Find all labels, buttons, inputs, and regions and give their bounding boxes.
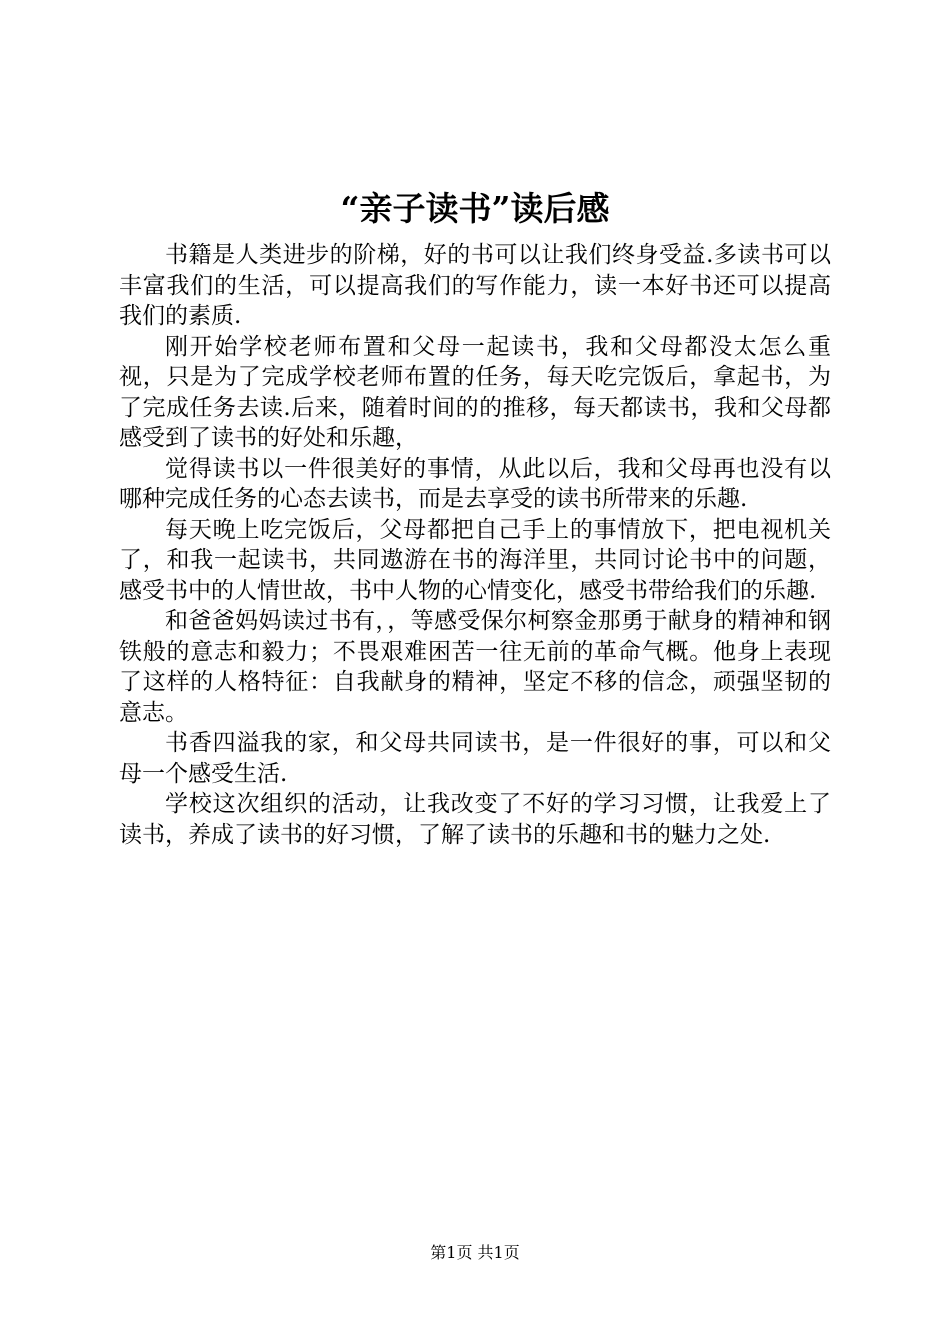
paragraph-1: 书籍是人类进步的阶梯，好的书可以让我们终身受益.多读书可以丰富我们的生活，可以提高我们的写作能力，读一本好书还可以提高我们的素质. [119,242,831,329]
paragraph-3: 觉得读书以一件很美好的事情，从此以后，我和父母再也没有以哪种完成任务的心态去读书，而是去享受的读书所带来的乐趣. [119,455,831,512]
paragraph-7: 学校这次组织的活动，让我改变了不好的学习习惯，让我爱上了读书，养成了读书的好习惯，了解了读书的乐趣和书的魅力之处. [119,791,831,848]
page-number-footer: 第1页 共1页 [430,1243,520,1262]
document-body [119,240,831,850]
paragraph-5: 和爸爸妈妈读过书有，，等感受保尔柯察金那勇于献身的精神和钢铁般的意志和毅力；不畏艰难困苦一往无前的革命气概。他身上表现了这样的人格特征：自我献身的精神，坚定不移的信念，顽强坚韧的意志。 [119,608,831,726]
paragraph-4: 每天晚上吃完饭后，父母都把自己手上的事情放下，把电视机关了，和我一起读书，共同遨游在书的海洋里，共同讨论书中的问题，感受书中的人情世故，书中人物的心情变化，感受书带给我们的乐趣. [119,516,831,604]
paragraph-2: 刚开始学校老师布置和父母一起读书，我和父母都没太怎么重视，只是为了完成学校老师布置的任务，每天吃完饭后，拿起书，为了完成任务去读.后来，随着时间的的推移，每天都读书，我和父母都感受到了读书的好处和乐趣， [119,333,831,451]
page-title: “亲子读书”读后感 [340,189,610,228]
paragraph-6: 书香四溢我的家，和父母共同读书，是一件很好的事，可以和父母一个感受生活. [119,730,831,787]
